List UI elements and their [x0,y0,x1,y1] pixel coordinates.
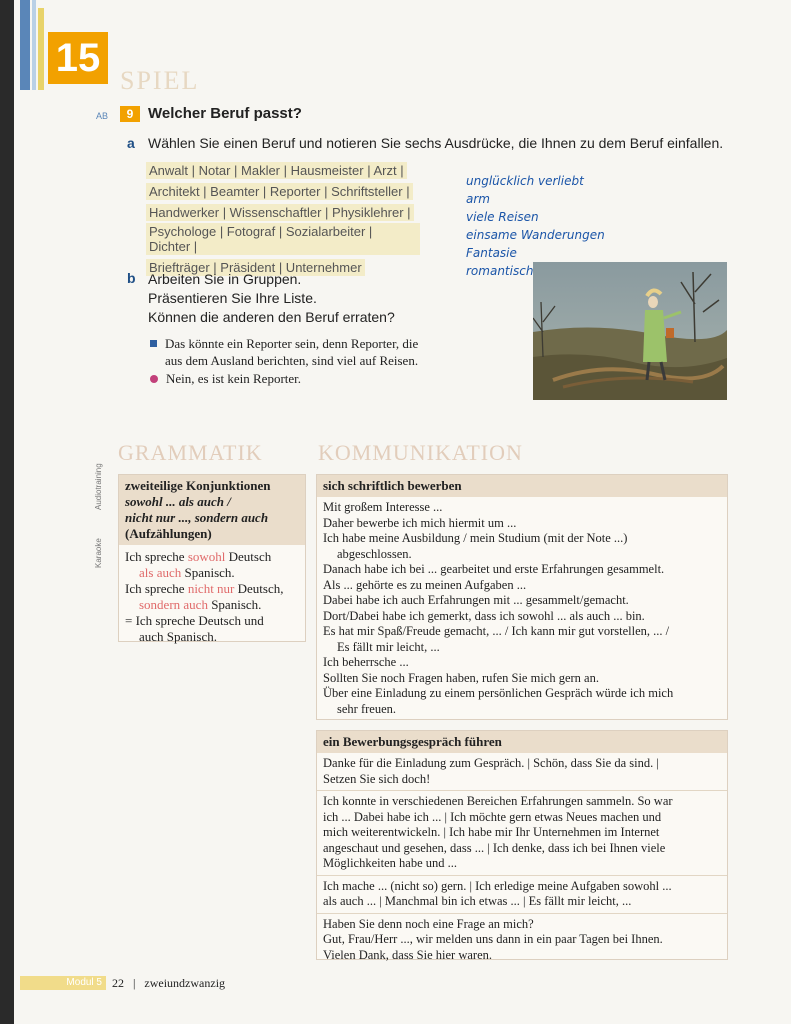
phrase-line: Gut, Frau/Herr ..., wir melden uns dann in ein paar Tagen bei Ihnen. [323,932,663,946]
karaoke-label: Karaoke [94,538,103,568]
phrase-line: Setzen Sie sich doch! [323,771,431,786]
grammatik-formula: sowohl ... als auch / [125,494,231,509]
modul-label: Modul 5 [20,976,106,990]
bewerbungsgespraech-box-title: ein Bewerbungsgespräch führen [317,731,727,753]
profession-line: Psychologe | Fotograf | Sozialarbeiter | Dichter | [146,223,420,255]
divider [317,790,727,791]
phrase-line: Ich mache ... (nicht so) gern. | Ich erledige meine Aufgaben sowohl ... [323,878,672,893]
handwritten-note: arm [466,192,490,206]
page-footer [112,976,225,991]
phrase-line: Daher bewerbe ich mich hiermit um ... [323,515,517,530]
part-b-instructions [148,270,395,327]
phrase-line: Danke für die Einladung zum Gespräch. | Schön, dass Sie da sind. | [323,756,659,770]
dialog-text: aus dem Ausland berichten, sind viel auf Reisen. [165,353,419,368]
phrase-line: Es fällt mir leicht, ... [337,639,440,654]
ab-label: AB [96,111,109,121]
profession-line: Architekt | Beamter | Reporter | Schriftsteller | [146,183,413,200]
profession-line: Handwerker | Wissenschaftler | Physiklehrer | [146,204,414,221]
highlight-text: sondern auch [139,597,208,612]
grammatik-box-subtitle: (Aufzählungen) [125,526,212,541]
profession-line: Briefträger | Präsident | Unternehmer [146,259,365,276]
kommunikation-heading: KOMMUNIKATION [318,440,523,465]
section-title: SPIEL [120,66,200,95]
dialog-text: Nein, es ist kein Reporter. [166,371,302,386]
dialog-text: Das könnte ein Reporter sein, denn Reporter, die [165,336,419,351]
handwritten-note: romantisch [466,264,534,278]
example-text: Spanisch. [181,565,235,580]
phrase-line: Ich beherrsche ... [323,655,409,669]
example-text: Ich spreche [125,581,188,596]
phrase-line: angeschaut und gesehen, dass ... | Ich denke, dass ich bei Ihnen viele [323,840,666,855]
footer-separator: | [133,976,136,990]
profession-list [146,160,420,278]
part-a-instruction: Wählen Sie einen Beruf und notieren Sie sechs Ausdrücke, die Ihnen zu dem Beruf einfallen. [148,135,724,151]
bewerben-box-title: sich schriftlich bewerben [317,475,727,497]
page-number-word: zweiundzwanzig [144,976,226,990]
chapter-number: 15 [48,32,108,84]
phrase-line: Als ... gehörte es zu meinen Aufgaben ... [323,577,527,592]
phrase-line: Dort/Dabei habe ich gemerkt, dass ich sowohl ... als auch ... bin. [323,608,645,623]
example-text: Deutsch, [234,581,284,596]
divider [317,875,727,876]
part-b-line: Können die anderen den Beruf erraten? [148,309,395,325]
example-text: Spanisch. [207,597,262,612]
phrase-line: ich ... Dabei habe ich ... | Ich möchte gern etwas Neues machen und [323,809,662,824]
highlight-text: sowohl [187,549,226,564]
phrase-line: mich weiterentwickeln. | Ich habe mir Ihr Unternehmen im Internet [323,825,660,839]
grammatik-box [118,474,306,642]
example-text: = Ich spreche Deutsch und [125,613,264,628]
phrase-line: Haben Sie denn noch eine Frage an mich? [323,916,534,931]
handwritten-note: unglücklich verliebt [466,174,584,188]
square-bullet-icon [150,340,157,347]
dialog-line-1 [150,335,418,369]
part-a-letter: a [127,135,135,151]
grammatik-examples [119,545,305,649]
phrase-line: Sollten Sie noch Fragen haben, rufen Sie mich gern an. [323,670,599,685]
phrase-line: Es hat mir Spaß/Freude gemacht, ... / Ich kann mir gut vorstellen, ... / [323,624,670,638]
audiotraining-label: Audiotraining [94,463,103,510]
page-edge-shadow [0,0,14,1024]
handwritten-note: einsame Wanderungen [466,228,605,242]
phrase-line: Möglichkeiten habe und ... [323,856,457,870]
highlight-text: als auch [139,565,182,580]
example-text: auch Spanisch. [139,629,217,644]
phrase-line: als auch ... | Manchmal bin ich etwas ... | Es fällt mir leicht, ... [323,894,632,908]
phrase-line: Ich konnte in verschiedenen Bereichen Erfahrungen sammeln. So war [323,794,673,808]
handwritten-note: Fantasie [466,246,517,260]
dialog-line-2 [150,370,301,387]
phrase-line: Vielen Dank, dass Sie hier waren. [323,947,492,962]
exercise-number: 9 [120,106,140,122]
exercise-title: Welcher Beruf passt? [148,105,302,122]
bewerbungsgespraech-box [316,730,728,960]
phrase-line: Danach habe ich bei ... gearbeitet und erste Erfahrungen gesammelt. [323,562,665,576]
highlight-text: nicht nur [187,581,235,596]
header-stripe [20,0,30,90]
wanderer-illustration [533,262,727,400]
header-stripe [32,0,36,90]
bewerben-box [316,474,728,720]
profession-line: Anwalt | Notar | Makler | Hausmeister | Arzt | [146,162,407,179]
phrase-line: sehr freuen. [337,701,396,716]
phrase-line: Über eine Einladung zu einem persönlichen Gespräch würde ich mich [323,686,674,700]
gespraech-phrases [317,753,727,966]
phrase-line: Ich habe meine Ausbildung / mein Studium (mit der Note ...) [323,531,628,545]
phrase-line: Mit großem Interesse ... [323,500,443,514]
example-text: Deutsch [225,549,272,564]
header-stripe [38,8,44,90]
handwritten-note: viele Reisen [466,210,539,224]
media-labels [90,450,106,570]
divider [317,913,727,914]
part-b-letter: b [127,270,136,286]
part-b-line: Präsentieren Sie Ihre Liste. [148,290,317,306]
grammatik-heading: GRAMMATIK [118,440,263,465]
page-number: 22 [112,976,124,990]
phrase-line: Dabei habe ich auch Erfahrungen mit ... gesammelt/gemacht. [323,593,629,607]
grammatik-formula: nicht nur ..., sondern auch [125,510,269,525]
grammatik-box-title: zweiteilige Konjunktionen [125,478,271,493]
phrase-line: abgeschlossen. [337,546,412,561]
dot-bullet-icon [150,375,158,383]
grammatik-box-header [119,475,305,545]
example-text: Ich spreche [125,549,188,564]
part-b-line: Arbeiten Sie in Gruppen. [148,271,302,287]
bewerben-phrases [317,497,727,720]
